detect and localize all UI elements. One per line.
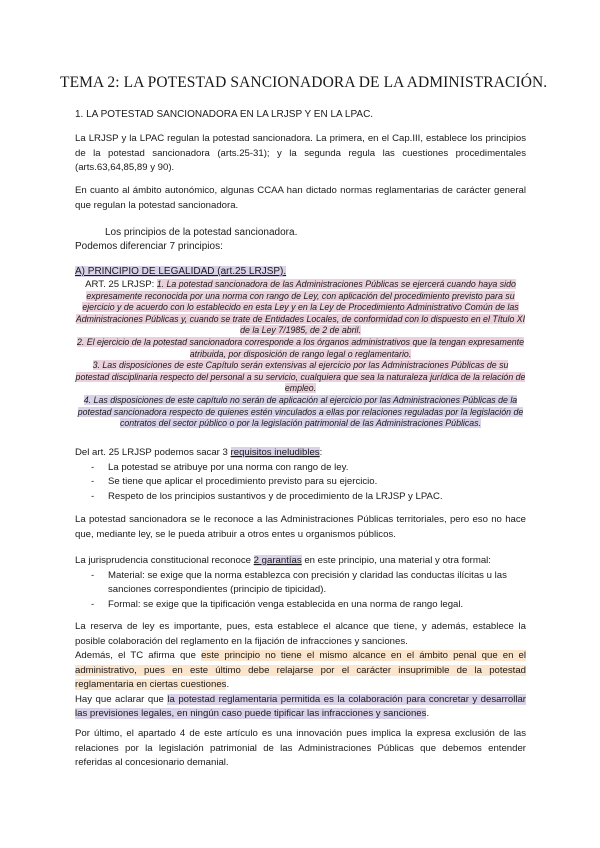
page-title: TEMA 2: LA POTESTAD SANCIONADORA DE LA ADMINISTRACIÓN. — [60, 74, 548, 91]
garantias-block — [75, 554, 526, 612]
paragraph-intro: La LRJSP y la LPAC regulan la potestad sancionadora. La primera, en el Cap.III, establece los principios de la potestad sancionadora (arts.25-31); y la segunda regula las cuestiones procedimentales (arts.63,64,85,89 y 90). — [75, 133, 526, 173]
principles-intro: Podemos diferenciar 7 principios: — [75, 241, 223, 252]
list-item: - Material: se exige que la norma establezca con precisión y claridad las conductas ilícitas u las sanciones correspondientes (principio de tipicidad). — [91, 569, 507, 595]
list-item: - Se tiene que aplicar el procedimiento previsto para su ejercicio. — [91, 476, 378, 487]
article-25-paragraph-1 — [75, 279, 526, 337]
paragraph-ccaa: En cuanto al ámbito autonómico, algunas CCAA han dictado normas reglamentarias de carácter general que regulan la potestad sancionadora. — [75, 185, 526, 211]
list-item: - Respeto de los principios sustantivos y de procedimiento de la LRJSP y LPAC. — [91, 490, 443, 502]
principle-a-heading — [75, 265, 526, 280]
list-item: - La potestad se atribuye por una norma con rango de ley. — [91, 461, 349, 473]
principles-heading: Los principios de la potestad sancionadora. — [105, 227, 298, 238]
article-25-text-3: 3. Las disposiciones de este Capítulo serán extensivas al ejercicio por las Administraciones Públicas de su potestad disciplinaria respecto del personal a su servicio, cualquiera que sea la naturaleza jurídica de la relación de empleo. — [75, 360, 526, 394]
section-heading-1: 1. LA POTESTAD SANCIONADORA EN LA LRJSP Y EN LA LPAC. — [75, 109, 374, 120]
requisitos-intro: Del art. 25 LRJSP podemos sacar 3 requisitos ineludibles: — [75, 447, 323, 458]
article-25-block — [75, 279, 526, 430]
article-25-lead: ART. 25 LRJSP: — [85, 279, 155, 290]
article-25-paragraph-4 — [75, 395, 526, 430]
reserva-highlight-3: la potestad reglamentaria permitida es la colaboración para concretar y desarrollar las previsiones legales, en ningún caso puede tipificar las infracciones y sanciones — [75, 693, 526, 719]
garantias-intro: La jurisprudencia constitucional reconoce 2 garantías en este principio, una material y otra formal: — [75, 555, 491, 566]
principle-a-heading-text: A) PRINCIPIO DE LEGALIDAD (art.25 LRJSP). — [75, 266, 287, 277]
reserva-paragraph-1: La reserva de ley es importante, pues, esta establece el alcance que tiene, y además, establece la posible colaboración del reglamento en la fijación de infracciones y sanciones. — [75, 621, 526, 647]
article-25-text-4: 4. Las disposiciones de este capítulo no serán de aplicación al ejercicio por las Administraciones Públicas de la potestad sancionadora respecto de quienes estén vinculados a ellas por relaciones reguladas por la legislación de contratos del sector público o por la legislación patrimonial de las Administraciones Públicas. — [77, 394, 524, 429]
reserva-paragraph-2: Además, el TC afirma que este principio no tiene el mismo alcance en el ámbito penal que en el administrativo, pues en este último debe relajarse por el carácter insuprimible de la potestad reglamentaria en ciertas cuestiones. — [75, 650, 527, 690]
reserva-highlight-2: este principio no tiene el mismo alcance en el ámbito penal que en el administrativo, pues en este último debe relajarse por el carácter insuprimible de la potestad reglamentaria en ciertas cuestiones — [75, 650, 527, 690]
article-25-text-2: 2. El ejercicio de la potestad sancionadora corresponde a los órganos administrativos que la tengan expresamente atribuida, por disposición de rango legal o reglamentario. — [77, 336, 524, 359]
reserva-block — [75, 620, 526, 722]
requisitos-block — [75, 446, 526, 504]
article-25-text-1: 1. La potestad sancionadora de las Administraciones Públicas se ejercerá cuando haya sido expresamente reconocida por una norma con rango de Ley, con aplicación del procedimiento previsto para su ejercicio y de acuerdo con lo establecido en esta Ley y en la Ley de Procedimiento Administrativo Común de las Administraciones Públicas y, cuando se trate de Entidades Locales, de conformidad con lo dispuesto en el Título XI de la Ley 7/1985, de 2 de abril. — [75, 279, 526, 336]
article-25-paragraph-2 — [75, 337, 526, 360]
reserva-paragraph-3: Hay que aclarar que la potestad reglamentaria permitida es la colaboración para concretar y desarrollar las previsiones legales, en ningún caso puede tipificar las infracciones y sanciones. — [75, 693, 526, 719]
requisitos-highlight: requisitos ineludibles — [230, 447, 320, 458]
garantias-highlight: 2 garantías — [253, 555, 302, 566]
list-item: - Formal: se exige que la tipificación venga establecida en una norma de rango legal. — [91, 598, 464, 610]
paragraph-final: Por último, el apartado 4 de este artículo es una innovación pues implica la expresa exclusión de las relaciones por la legislación patrimonial de las Administraciones Públicas que debemos entender referidas al concesionario demanial. — [75, 728, 526, 768]
paragraph-territoriales: La potestad sancionadora se le reconoce a las Administraciones Públicas territoriales, pero eso no hace que, mediante ley, se le pueda atribuir a otros entes u organismos públicos. — [75, 514, 526, 540]
article-25-paragraph-3 — [75, 360, 526, 395]
